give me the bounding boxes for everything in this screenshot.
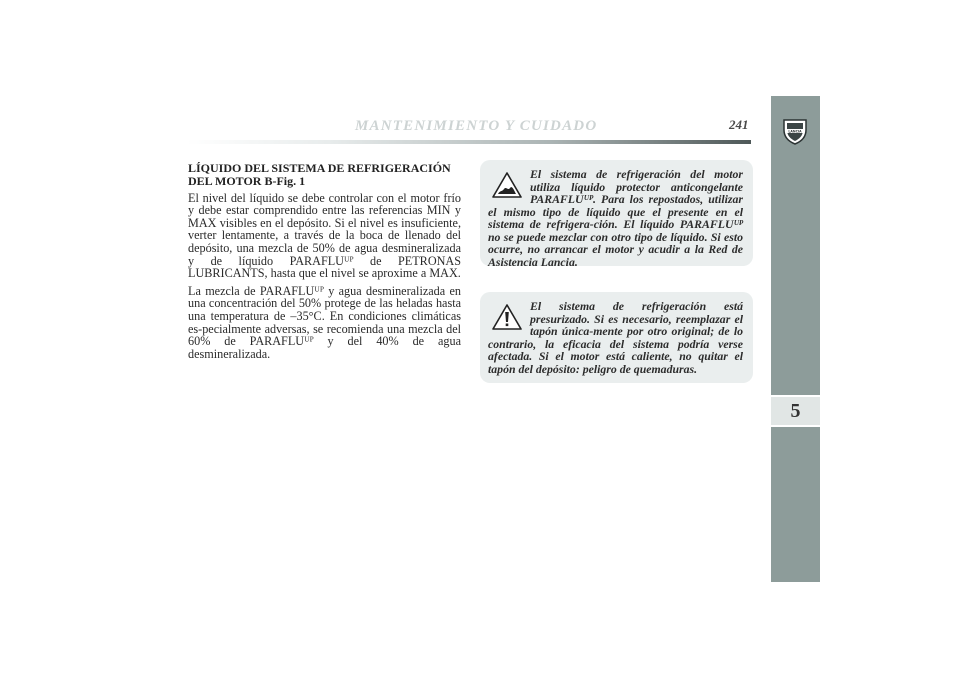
section-heading-line1: LÍQUIDO DEL SISTEMA DE REFRIGERACIÓN (188, 161, 451, 175)
danger-warning-icon (492, 304, 522, 330)
section-heading (188, 162, 461, 188)
section-heading-line2: DEL MOTOR B-Fig. 1 (188, 173, 306, 188)
lancia-logo-icon (781, 117, 809, 145)
lancia-logo-text: LANCIA (788, 129, 802, 134)
header-rule (187, 140, 751, 144)
notice-text: El sistema de refrigeración del motor utiliza líquido protector anticongelante PARAFLUᵁᴾ. Para los repostados, utilizar el mismo tipo de líquido que el presente en el sistema de refrigera-ción. El líquido PARAFLUᵁᴾ no se puede mezclar con otro tipo de líquido. Si esto ocurre, no arrancar el motor y acudir a la Red de Asistencia Lancia. (488, 167, 743, 269)
notice-text: El sistema de refrigeración está presurizado. Si es necesario, reemplazar el tapón única-mente por otro original; de lo contrario, la eficacia del sistema podría verse afectada. Si el motor está caliente, no quitar el tapón del depósito: peligro de quemaduras. (488, 299, 743, 376)
page-number: 241 (729, 117, 749, 132)
running-header-title: MANTENIMIENTO Y CUIDADO (355, 118, 598, 134)
danger-notice (480, 292, 753, 383)
environment-warning-icon (492, 172, 522, 198)
body-paragraph: La mezcla de PARAFLUᵁᴾ y agua desmineralizada en una concentración del 50% protege de las heladas hasta una temperatura de –35°C. En condiciones climáticas es-pecialmente adversas, se recomienda una mezcla del 60% de PARAFLUᵁᴾ y del 40% de agua desmineralizada. (188, 283, 461, 361)
body-paragraph: El nivel del líquido se debe controlar con el motor frío y debe estar comprendido entre las referencias MIN y MAX visibles en el depósito. Si el nivel es insuficiente, verter lentamente, a través de la boca de llenado del depósito, una mezcla de 50% de agua desmineralizada y de líquido PARAFLUᵁᴾ de PETRONAS LUBRICANTS, hasta que el nivel se aproxime a MAX. (188, 190, 461, 281)
chapter-side-strip (771, 96, 820, 582)
environment-notice (480, 160, 753, 269)
chapter-tab[interactable]: 5 (771, 395, 820, 427)
coolant-section (188, 162, 461, 365)
